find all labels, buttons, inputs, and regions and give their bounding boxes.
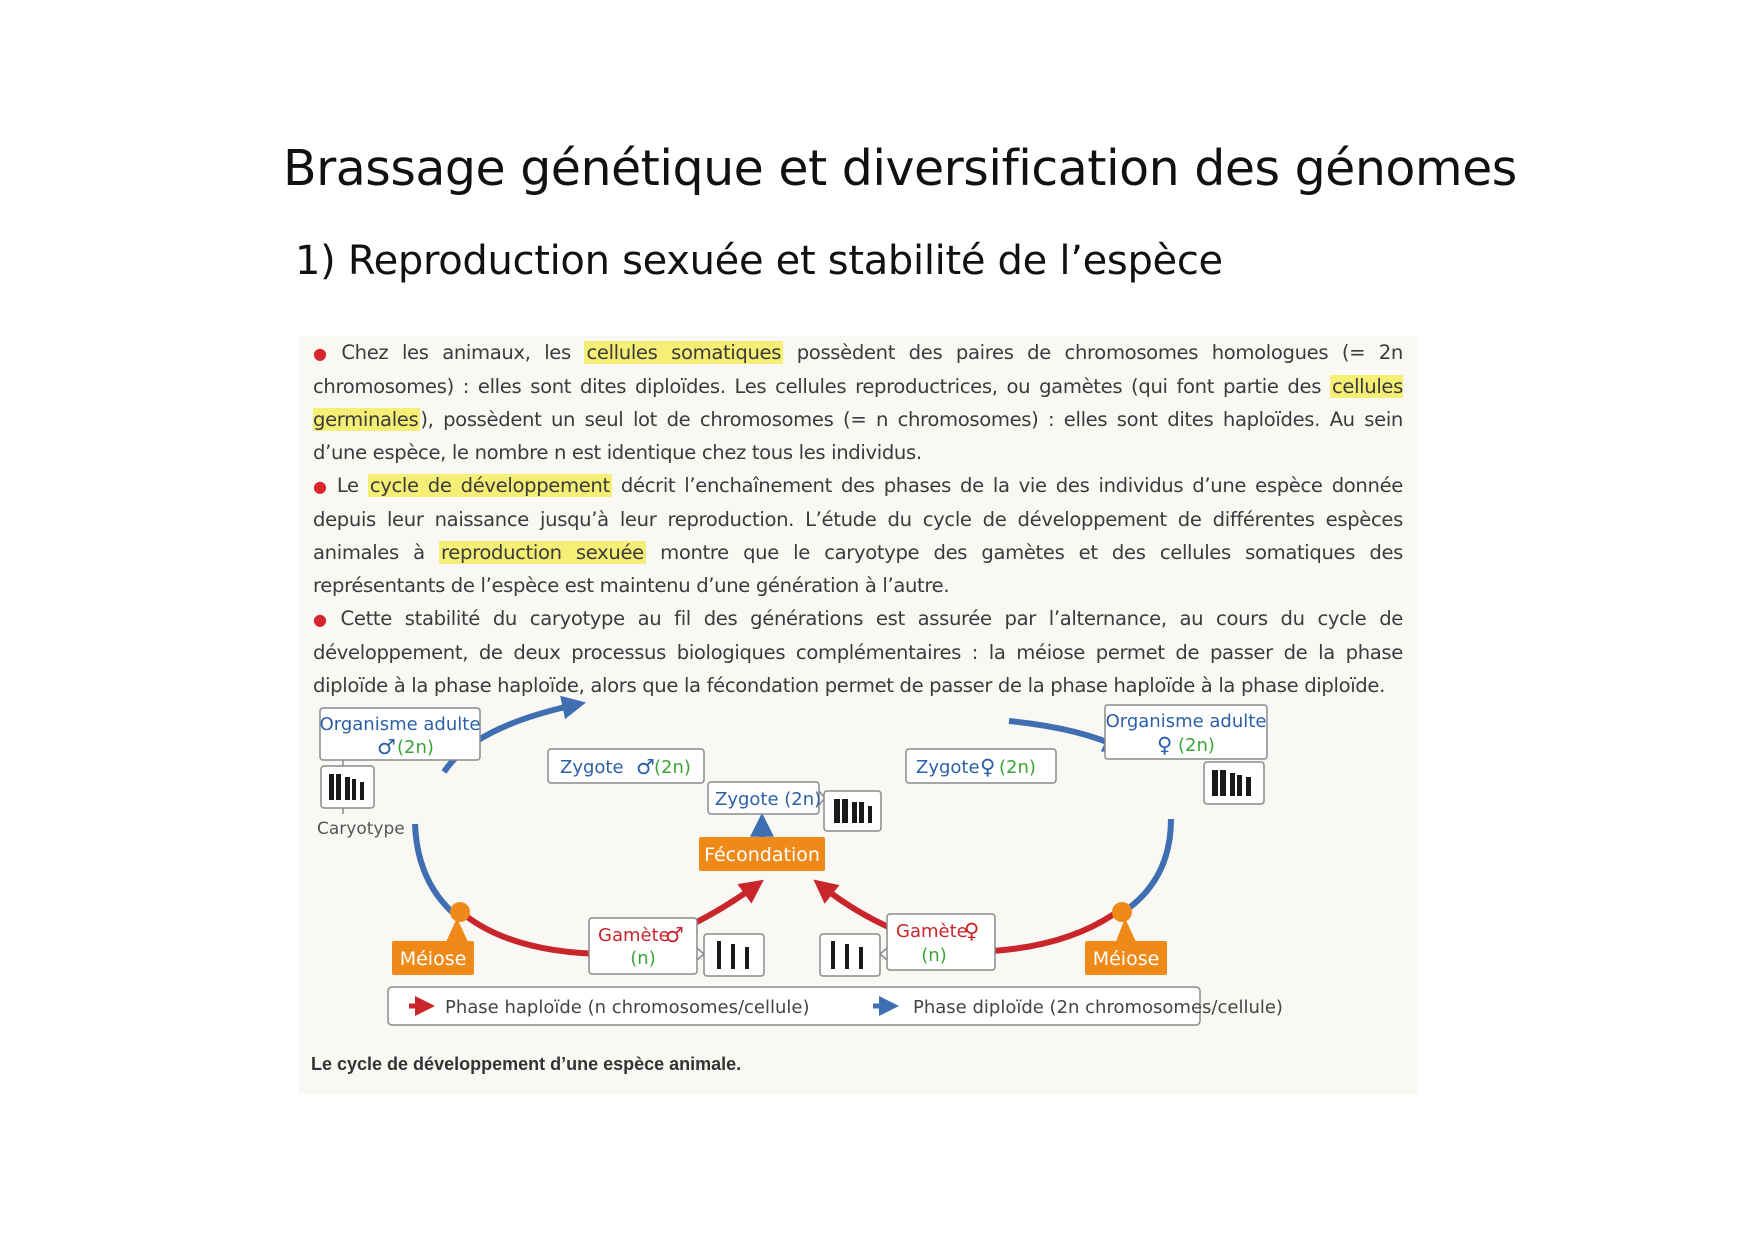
gamete-male-label: Gamète — [598, 925, 670, 946]
text-run: Chez les animaux, les — [341, 341, 585, 364]
text-run: décrit l’enchaînement des phases de la vie des individus d’une espèce donnée depuis leur naissance jusqu’à leur reproduction. L’étude du cycle de développement de différentes espèces animales à — [313, 474, 1403, 564]
meiosis-point-right — [1112, 902, 1132, 922]
meiose-label: Méiose — [1092, 948, 1160, 970]
ploidy-label: (2n) — [397, 737, 434, 758]
diploid-arrow-left-lower — [415, 824, 452, 912]
highlighted-term: reproduction sexuée — [441, 541, 644, 564]
adult-male-label: Organisme adulte — [319, 714, 481, 735]
zygote-female-label: Zygote — [916, 757, 980, 778]
male-symbol-icon: ♂ — [636, 755, 655, 779]
slide-title: Brassage génétique et diversification des génomes — [283, 140, 1517, 197]
meiosis-point-left — [450, 902, 470, 922]
bullet-icon: ● — [313, 477, 330, 496]
female-symbol-icon: ♀ — [1157, 733, 1173, 757]
bullet-icon: ● — [313, 344, 335, 363]
female-symbol-icon: ♀ — [964, 919, 980, 943]
legend-haploid-label: Phase haploïde (n chromosomes/cellule) — [445, 997, 810, 1018]
meiosis-pointer-left — [445, 918, 469, 944]
ploidy-label: (2n) — [654, 757, 691, 778]
karyotype-gamete-female-box — [820, 934, 880, 976]
text-run: ), possèdent un seul lot de chromosomes (= n chromosomes) : elles sont dites haploïdes. Au sein d’une espèce, le nombre n est identique chez tous les individus. — [313, 408, 1403, 464]
slide-subtitle: 1) Reproduction sexuée et stabilité de l’espèce — [295, 238, 1223, 284]
ploidy-label: (2n) — [1178, 735, 1215, 756]
text-run: montre que le caryotype des gamètes et des cellules somatiques des représentants de l’espèce est maintenu d’une génération à l’autre. — [313, 541, 1404, 597]
figure-caption: Le cycle de développement d’une espèce animale. — [311, 1054, 742, 1074]
zygote-male-label: Zygote — [560, 757, 624, 778]
bullet-icon: ● — [313, 610, 334, 629]
ploidy-label: (n) — [921, 945, 947, 966]
diploid-arrow-right-upper — [1009, 721, 1121, 748]
text-run: Le — [336, 474, 368, 497]
legend-diploid-label: Phase diploïde (2n chromosomes/cellule) — [913, 997, 1283, 1018]
meiosis-pointer-right — [1115, 918, 1137, 944]
adult-female-label: Organisme adulte — [1105, 711, 1267, 732]
male-symbol-icon: ♂ — [377, 735, 396, 759]
textbook-excerpt — [299, 336, 1417, 1094]
highlighted-term: cellules somatiques — [586, 341, 782, 364]
diploid-arrow-right-lower — [1129, 819, 1171, 908]
text-run: possèdent des paires de chromosomes homologues (= 2n chromosomes) : elles sont dites diploïdes. Les cellules reproductrices, ou gamètes (qui font partie des — [313, 341, 1403, 398]
development-cycle-diagram — [299, 336, 1417, 1094]
ploidy-label: (2n) — [999, 757, 1036, 778]
highlighted-term: cellules germinales — [313, 375, 1403, 431]
female-symbol-icon: ♀ — [980, 755, 996, 779]
fecondation-label: Fécondation — [704, 844, 820, 866]
caryotype-label: Caryotype — [317, 819, 405, 839]
gamete-female-label: Gamète — [896, 921, 968, 942]
male-symbol-icon: ♂ — [665, 923, 684, 947]
text-run: Cette stabilité du caryotype au fil des générations est assurée par l’alternance, au cours du cycle de développement, de deux processus biologiques complémentaires : la méiose permet de passer de la phase diploïde à la phase haploïde, alors que la fécondation permet de passer de la phase haploïde à la phase diploïde. — [313, 607, 1403, 697]
highlighted-term: cycle de développement — [369, 474, 610, 497]
meiose-label: Méiose — [399, 948, 467, 970]
ploidy-label: (n) — [630, 948, 656, 969]
zygote-center-label: Zygote (2n) — [715, 789, 822, 810]
